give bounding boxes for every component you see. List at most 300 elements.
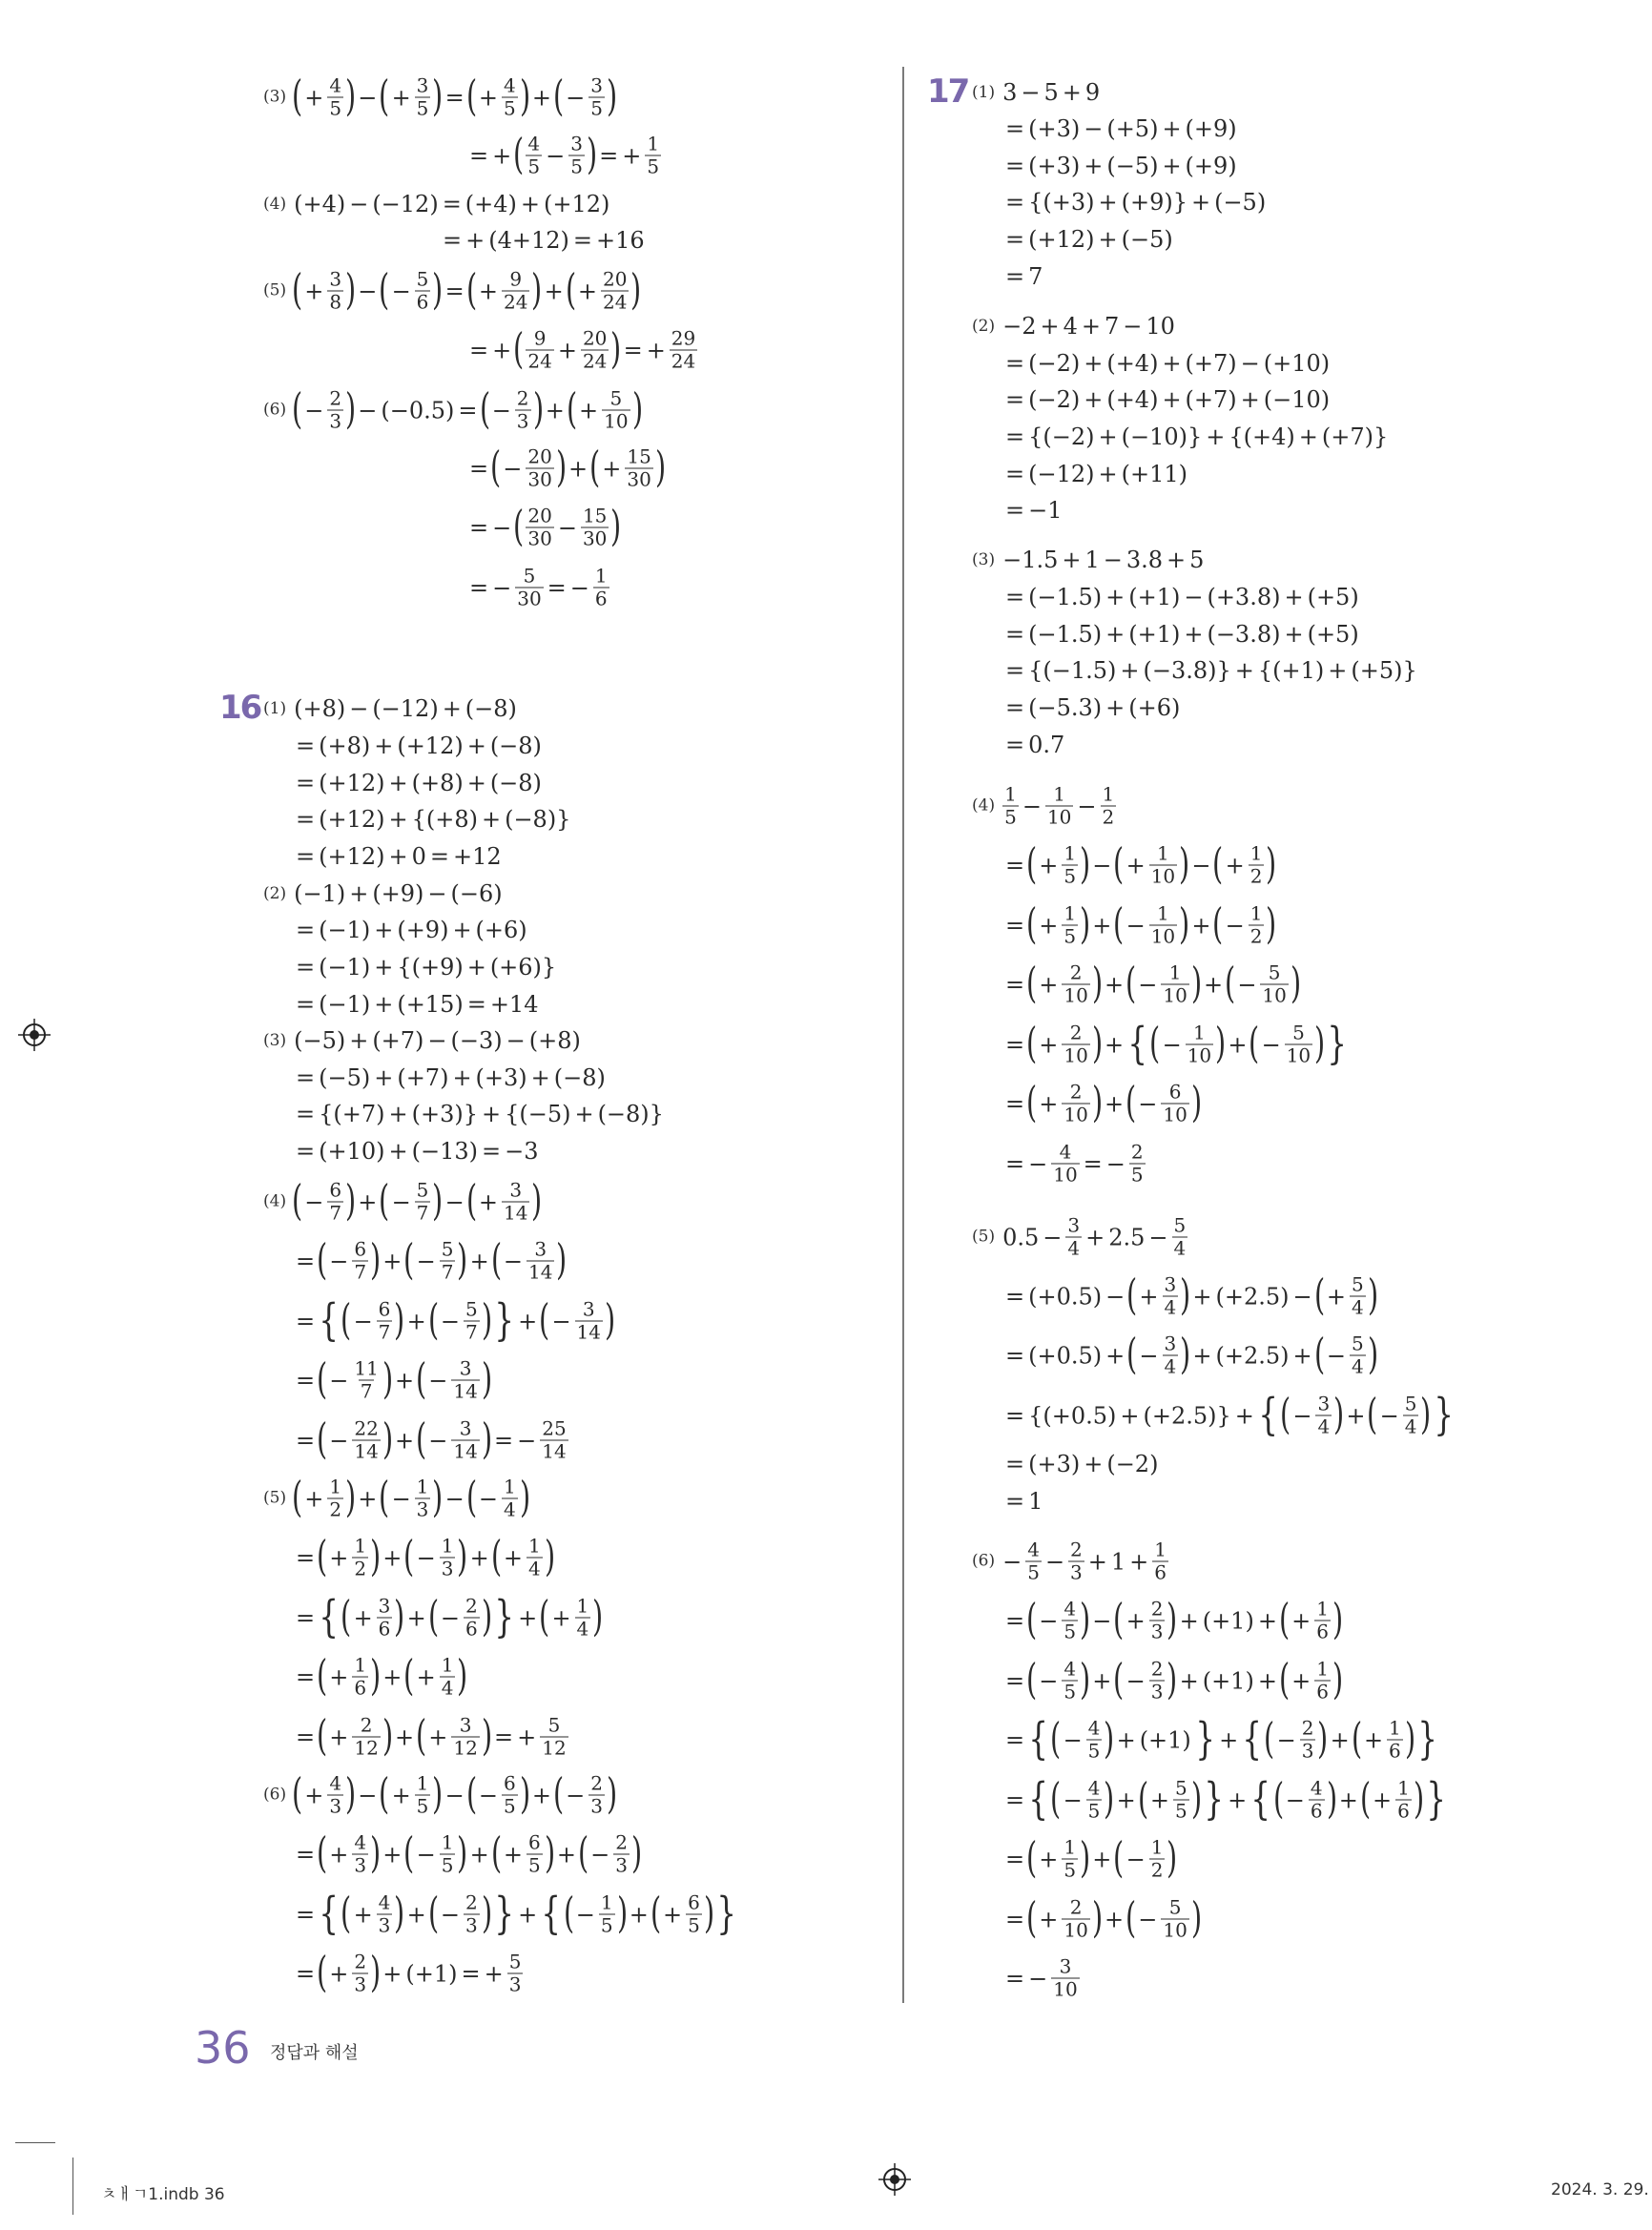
math-text: − (1028, 1150, 1048, 1177)
large-paren: ( (1113, 1595, 1125, 1644)
fraction: $\frac{1}{10}$ (1150, 901, 1176, 948)
solution-line (263, 265, 642, 315)
large-paren: ( (1026, 959, 1038, 1008)
large-paren: ( (565, 265, 576, 315)
math-text: − (478, 1485, 498, 1512)
solution-line (1003, 388, 1332, 411)
math-text: (+5)} (1351, 657, 1417, 684)
math-text: + (1039, 1846, 1059, 1872)
solution-line (1003, 659, 1419, 682)
math-text: 0.7 (1028, 732, 1065, 758)
math-text: + (1092, 1667, 1112, 1694)
math-text: + (1206, 423, 1226, 450)
math-text: + (374, 1064, 394, 1091)
large-brace: } (1327, 1017, 1348, 1069)
math-text: + (353, 1901, 373, 1928)
solution-line (1003, 155, 1239, 177)
solution-line (1003, 1772, 1448, 1825)
math-text: = (547, 574, 567, 601)
math-text: + (1039, 852, 1059, 878)
math-text: + (1338, 1786, 1358, 1813)
math-text: + (1084, 153, 1104, 179)
large-paren: ) (1266, 899, 1277, 949)
solution-line (1003, 1330, 1378, 1379)
large-paren: ( (563, 1889, 574, 1938)
math-text: (+6) (475, 917, 527, 943)
math-text: − (1237, 971, 1257, 998)
fraction: $\frac{6}{5}$ (503, 1771, 516, 1818)
column-divider (902, 67, 904, 2003)
sub-problem-label: (6) (263, 400, 287, 420)
math-text: − (1039, 1607, 1059, 1634)
math-text: = (1005, 1451, 1025, 1477)
math-text: (+7) (397, 1064, 449, 1091)
math-text: = (1005, 584, 1025, 610)
math-text: + (466, 954, 486, 981)
math-text: + (466, 770, 486, 796)
large-paren: ( (292, 1769, 303, 1819)
fraction: $\frac{1}{4}$ (576, 1594, 589, 1641)
math-text: − (1039, 1667, 1059, 1694)
fraction: $\frac{9}{24}$ (527, 326, 552, 373)
math-text: = (481, 1138, 502, 1165)
math-text: (−3.8)} (1143, 657, 1231, 684)
sub-problem-label: (4) (972, 795, 996, 816)
solution-line (1003, 1453, 1160, 1476)
math-text: = (469, 455, 489, 482)
math-text: + (388, 843, 408, 870)
large-paren: ) (432, 1769, 444, 1819)
math-text: = (296, 1427, 316, 1454)
math-text: −2 (1002, 313, 1037, 340)
solution-line (1003, 733, 1066, 756)
fraction: $\frac{1}{4}$ (503, 1475, 516, 1521)
large-paren: ( (292, 72, 303, 121)
fraction: $\frac{5}{5}$ (1174, 1776, 1187, 1823)
large-paren: ( (1026, 1078, 1038, 1127)
math-text: (+6) (1128, 694, 1181, 721)
math-text: − (427, 880, 447, 907)
large-paren: ( (1351, 1714, 1362, 1764)
fraction: $\frac{2}{3}$ (590, 1771, 603, 1818)
large-paren: ) (1080, 839, 1091, 889)
solution-line (263, 697, 519, 720)
math-text: + (1228, 1031, 1248, 1058)
math-text: − (1261, 1031, 1281, 1058)
solution-line (1003, 1655, 1344, 1704)
large-paren: ( (566, 384, 577, 434)
math-text: + (520, 191, 541, 217)
math-text: = (296, 917, 316, 943)
math-text: = (1005, 852, 1025, 878)
large-paren: ) (1332, 1595, 1344, 1644)
math-text: − (440, 1901, 460, 1928)
large-paren: ) (370, 1235, 382, 1285)
math-text: (−1) (319, 991, 371, 1018)
math-text: (−8)} (505, 806, 571, 833)
fraction: $\frac{3}{6}$ (378, 1594, 391, 1641)
math-text: 2.5 (1108, 1224, 1146, 1250)
large-paren: ( (539, 1295, 550, 1345)
math-text: (+8) (528, 1027, 581, 1054)
math-text: − (503, 1248, 523, 1274)
fraction: $\frac{1}{10}$ (1046, 782, 1072, 829)
large-paren: ) (616, 1889, 628, 1938)
large-paren: ( (317, 1651, 328, 1701)
math-text: + (1040, 313, 1060, 340)
large-brace: { (319, 1887, 339, 1939)
fraction: $\frac{2}{10}$ (1063, 1021, 1088, 1067)
solution-line (972, 1213, 1189, 1260)
solution-line (263, 1029, 583, 1052)
large-brace: { (319, 1293, 339, 1346)
math-text: + (391, 1782, 411, 1808)
math-text: + (329, 1544, 349, 1571)
math-text: (−2) (1028, 350, 1081, 377)
sub-problem-label: (2) (263, 883, 287, 903)
sub-problem-label: (4) (263, 194, 287, 214)
math-text: + (1291, 1667, 1311, 1694)
large-paren: ( (1026, 1893, 1038, 1943)
math-text: + (1234, 657, 1254, 684)
large-paren: ( (490, 1828, 502, 1878)
math-text: 5 (1189, 547, 1205, 573)
large-brace: { (541, 1887, 562, 1939)
math-text: + (484, 1960, 504, 1987)
large-paren: ) (370, 1948, 382, 1997)
fraction: $\frac{1}{5}$ (600, 1890, 613, 1937)
math-text: +14 (489, 991, 539, 1018)
large-paren: ) (1080, 1833, 1091, 1883)
solution-line (1003, 228, 1175, 251)
math-text: (+3) (1028, 153, 1081, 179)
math-text: + (478, 84, 498, 111)
math-text: (+8) (319, 733, 371, 759)
math-text: − (492, 574, 512, 601)
large-paren: ) (1104, 1774, 1115, 1824)
solution-line (1003, 1954, 1082, 2001)
math-text: + (406, 1901, 426, 1928)
large-paren: ( (1026, 1595, 1038, 1644)
math-text: (−8) (489, 770, 542, 796)
math-text: + (1105, 1090, 1125, 1117)
math-text: − (1063, 1786, 1083, 1813)
math-text: − (1077, 793, 1097, 819)
math-text: + (329, 1663, 349, 1690)
section-label: 정답과 해설 (270, 2043, 359, 2063)
fraction: $\frac{5}{3}$ (508, 1950, 522, 1996)
fraction: $\frac{3}{5}$ (590, 73, 603, 120)
math-text: + (388, 1101, 408, 1127)
math-text: 4 (1063, 313, 1078, 340)
math-text: (+15) (397, 991, 464, 1018)
math-text: (+7)} (1321, 423, 1389, 450)
math-text: + (388, 806, 408, 833)
large-paren: ) (631, 384, 643, 434)
math-text: − (391, 1485, 411, 1512)
math-text: + (382, 1960, 403, 1987)
fraction: $\frac{4}{5}$ (1087, 1776, 1101, 1823)
sub-problem-label: (1) (972, 82, 996, 102)
large-paren: ( (1367, 1390, 1378, 1439)
large-brace: } (494, 1887, 514, 1939)
fraction: $\frac{1}{6}$ (1389, 1716, 1401, 1763)
large-brace: } (1204, 1772, 1224, 1825)
large-paren: ) (457, 1235, 468, 1285)
large-paren: ( (1225, 959, 1236, 1008)
math-text: + (1129, 1548, 1149, 1575)
math-text: − (1092, 1607, 1112, 1634)
fraction: $\frac{1}{6}$ (1316, 1597, 1329, 1643)
solution-line (294, 772, 544, 795)
math-text: = (469, 514, 489, 541)
math-text: + (1062, 79, 1082, 106)
large-paren: ( (292, 1473, 303, 1522)
math-text: = (1005, 1402, 1025, 1429)
large-paren: ( (465, 1473, 477, 1522)
solution-line (972, 315, 1177, 338)
math-text: 3 (1002, 79, 1018, 106)
math-text: − (575, 1901, 595, 1928)
math-text: + (1326, 1283, 1346, 1310)
large-brace: { (1242, 1712, 1263, 1765)
large-paren: ( (416, 1711, 427, 1761)
math-text: = (469, 142, 489, 169)
large-paren: ( (317, 1948, 328, 1997)
fraction: $\frac{1}{5}$ (441, 1830, 454, 1877)
large-paren: ( (341, 1889, 352, 1938)
math-text: − (329, 1248, 349, 1274)
large-paren: ( (403, 1828, 415, 1878)
math-text: − (444, 1188, 465, 1215)
math-text: (+4) (294, 191, 346, 217)
math-text: + (1092, 912, 1112, 939)
math-text: (+2.5)} (1143, 1402, 1231, 1429)
large-paren: ) (1190, 1893, 1203, 1943)
large-paren: ) (1080, 899, 1091, 949)
fraction: $\frac{3}{14}$ (453, 1356, 478, 1403)
large-brace: } (494, 1590, 514, 1642)
solution-line (1003, 1712, 1439, 1765)
math-text: (+8) (411, 770, 464, 796)
math-text: − (1044, 1548, 1065, 1575)
math-text: (−5) (1121, 226, 1173, 253)
math-text: − (416, 1248, 436, 1274)
math-text: + (531, 84, 551, 111)
large-paren: ) (432, 265, 444, 315)
math-text: + (1039, 912, 1059, 939)
math-text: + (1116, 1726, 1136, 1753)
large-paren: ( (1113, 839, 1125, 889)
math-text: (+3)} (411, 1101, 478, 1127)
math-text: + (466, 733, 486, 759)
math-text: + (1149, 1786, 1169, 1813)
solution-line (294, 1887, 738, 1939)
math-text: = (1005, 226, 1025, 253)
solution-line (263, 1473, 530, 1522)
math-text: = (296, 1248, 316, 1274)
large-paren: ( (479, 384, 490, 434)
math-text: − (1138, 971, 1158, 998)
math-text: − (1028, 1965, 1048, 1992)
math-text: −3 (505, 1138, 539, 1165)
fraction: $\frac{2}{3}$ (354, 1950, 367, 1996)
fraction: $\frac{1}{10}$ (1150, 841, 1176, 888)
math-text: −1.5 (1002, 547, 1059, 573)
math-text: + (1257, 1667, 1277, 1694)
math-text: (+3.8) (1207, 584, 1281, 610)
fraction: $\frac{6}{5}$ (527, 1830, 541, 1877)
sub-problem-label: (5) (263, 280, 287, 300)
math-text: + (1228, 1786, 1248, 1813)
math-text: (−8) (553, 1064, 606, 1091)
math-text: − (491, 397, 511, 423)
math-text: = (1083, 1150, 1103, 1177)
math-text: + (382, 1544, 403, 1571)
math-text: (4+12) (488, 227, 569, 254)
math-text: (−1) (294, 880, 346, 907)
math-text: = (1005, 1283, 1025, 1310)
large-brace: } (1417, 1712, 1437, 1765)
math-text: (+2.5) (1215, 1342, 1290, 1369)
math-text: − (1103, 547, 1123, 573)
large-paren: ) (1332, 1655, 1344, 1704)
large-paren: ) (370, 1828, 382, 1878)
large-paren: ( (1026, 1655, 1038, 1704)
math-text: = (1005, 1846, 1025, 1872)
large-paren: ( (1313, 1270, 1325, 1320)
large-paren: ) (654, 443, 667, 492)
math-text: + (1098, 226, 1118, 253)
large-paren: ) (481, 1414, 493, 1464)
fraction: $\frac{4}{5}$ (503, 73, 516, 120)
math-text: (+5) (1106, 115, 1159, 142)
solution-line (294, 734, 544, 757)
math-text: 10 (1146, 313, 1175, 340)
math-text: + (481, 806, 502, 833)
fraction: $\frac{1}{10}$ (1187, 1021, 1212, 1067)
large-paren: ( (490, 443, 502, 492)
solution-line (294, 1711, 570, 1761)
fraction: $\frac{3}{10}$ (1053, 1954, 1078, 2001)
large-paren: ) (1326, 1774, 1337, 1824)
math-text: − (1276, 1726, 1296, 1753)
math-text: (+7) (1185, 386, 1237, 413)
fraction: $\frac{3}{5}$ (570, 132, 583, 178)
math-text: − (440, 1604, 460, 1631)
large-paren: ) (345, 1769, 357, 1819)
math-text: = (1005, 1965, 1025, 1992)
sub-problem-label: (3) (263, 1030, 287, 1050)
large-paren: ) (1091, 959, 1104, 1008)
math-text: + (1162, 153, 1182, 179)
math-text: + (304, 1782, 324, 1808)
math-text: − (349, 695, 369, 722)
fraction: $\frac{11}{7}$ (354, 1356, 379, 1403)
math-text: = (296, 733, 316, 759)
large-paren: ) (607, 72, 618, 121)
large-paren: ( (1026, 1019, 1038, 1068)
solution-line (1003, 1893, 1203, 1943)
large-paren: ) (631, 1828, 643, 1878)
fraction: $\frac{6}{5}$ (688, 1890, 700, 1937)
fraction: $\frac{5}{12}$ (542, 1713, 567, 1760)
math-text: − (1092, 852, 1112, 878)
large-paren: ( (578, 1828, 589, 1878)
fraction: $\frac{1}{10}$ (1163, 960, 1187, 1007)
math-text: = (296, 1064, 316, 1091)
math-text: (+9) (1185, 153, 1237, 179)
math-text: (+9) (1185, 115, 1237, 142)
math-text: − (349, 191, 369, 217)
math-text: {(+9) (397, 954, 464, 981)
solution-line (467, 130, 663, 179)
math-text: + (1084, 386, 1104, 413)
fraction: $\frac{9}{24}$ (503, 267, 528, 314)
large-paren: ) (592, 1592, 604, 1642)
sub-problem-label: (6) (263, 1785, 287, 1805)
large-paren: ( (1272, 1774, 1284, 1824)
large-paren: ( (1050, 1714, 1062, 1764)
large-brace: { (1127, 1017, 1148, 1069)
solution-line (294, 1590, 604, 1642)
math-text: + (1291, 1607, 1311, 1634)
fraction: $\frac{3}{14}$ (453, 1416, 478, 1463)
solution-line (1003, 839, 1277, 889)
fraction: $\frac{20}{30}$ (527, 504, 552, 550)
math-text: (+4) (1106, 350, 1159, 377)
math-text: − (391, 278, 411, 304)
math-text: 0.5 (1002, 1224, 1040, 1250)
solution-line (1003, 463, 1189, 485)
solution-line (294, 808, 572, 831)
math-text: − (358, 1782, 378, 1808)
math-text: + (1190, 189, 1211, 216)
math-text: (−3.8) (1207, 621, 1281, 648)
crop-mark-vertical (72, 2158, 73, 2215)
fraction: $\frac{1}{5}$ (1063, 1835, 1077, 1882)
large-brace: { (1258, 1388, 1278, 1440)
solution-line (1003, 1490, 1044, 1513)
math-text: − (416, 1544, 436, 1571)
math-text: + (481, 1101, 502, 1127)
math-text: + (374, 991, 394, 1018)
math-text: + (1085, 1224, 1105, 1250)
math-text: + (391, 84, 411, 111)
math-text: + (503, 1841, 523, 1868)
math-text: + (1087, 1548, 1107, 1575)
math-text: − (358, 84, 378, 111)
math-text: = (296, 1544, 316, 1571)
math-text: = (444, 84, 465, 111)
math-text: = (1005, 461, 1025, 487)
large-paren: ) (481, 1354, 493, 1404)
large-paren: ( (416, 1414, 427, 1464)
solution-line (294, 1828, 643, 1878)
solution-line (294, 1103, 666, 1125)
math-text: (+3) (475, 1064, 527, 1091)
math-text: − (391, 1188, 411, 1215)
math-text: − (329, 1427, 349, 1454)
math-text: + (329, 1960, 349, 1987)
sub-problem-label: (3) (972, 549, 996, 569)
math-text: + (1105, 1342, 1125, 1369)
math-text: + (530, 1064, 550, 1091)
large-paren: ) (630, 265, 642, 315)
math-text: 9 (1084, 79, 1101, 106)
solution-line (1003, 1078, 1203, 1127)
math-text: + (406, 1308, 426, 1334)
